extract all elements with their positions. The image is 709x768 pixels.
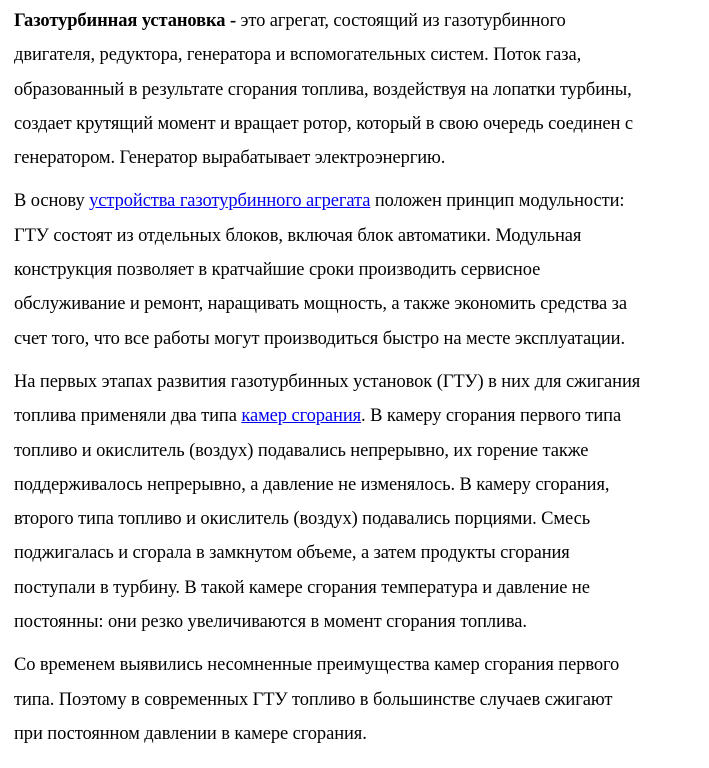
text-line: постоянны: они резко увеличиваются в момент сгорания топлива. bbox=[14, 612, 527, 633]
paragraph-definition bbox=[14, 4, 704, 175]
text-fragment: В основу bbox=[14, 191, 90, 212]
text-line: генератором. Генератор вырабатывает электроэнергию. bbox=[14, 148, 446, 169]
text-line: конструкция позволяет в кратчайшие сроки производить сервисное bbox=[14, 260, 541, 281]
paragraph-history bbox=[14, 365, 704, 639]
text-line bbox=[14, 184, 704, 218]
paragraph-conclusion bbox=[14, 648, 704, 751]
text-fragment: . В камеру сгорания первого типа bbox=[361, 406, 622, 427]
text-line: поджигалась и сгорала в замкнутом объеме, а затем продукты сгорания bbox=[14, 543, 570, 564]
text-line: при постоянном давлении в камере сгорания. bbox=[14, 723, 367, 744]
link-turbine-unit-design[interactable]: устройства газотурбинного агрегата bbox=[89, 191, 371, 212]
text-line: создает крутящий момент и вращает ротор, который в свою очередь соединен с bbox=[14, 113, 633, 134]
text-line: ГТУ состоят из отдельных блоков, включая блок автоматики. Модульная bbox=[14, 225, 582, 246]
text-line: Со временем выявились несомненные преимущества камер сгорания первого bbox=[14, 655, 620, 676]
text-line bbox=[14, 4, 704, 38]
text-fragment: это агрегат, состоящий из газотурбинного bbox=[236, 11, 566, 31]
text-line: поступали в турбину. В такой камере сгорания температура и давление не bbox=[14, 577, 590, 598]
text-line bbox=[14, 399, 704, 433]
article-body bbox=[14, 4, 704, 751]
text-line: типа. Поэтому в современных ГТУ топливо в большинстве случаев сжигают bbox=[14, 689, 613, 710]
text-line: поддерживалось непрерывно, а давление не изменялось. В камеру сгорания, bbox=[14, 474, 610, 495]
text-line: На первых этапах развития газотурбинных установок (ГТУ) в них для сжигания bbox=[14, 371, 641, 392]
paragraph-modularity bbox=[14, 184, 704, 355]
text-fragment: положен принцип модульности: bbox=[370, 191, 625, 212]
text-line: обслуживание и ремонт, наращивать мощность, а также экономить средства за bbox=[14, 294, 628, 315]
text-line: счет того, что все работы могут производиться быстро на месте эксплуатации. bbox=[14, 328, 625, 349]
text-line: образованный в результате сгорания топлива, воздействуя на лопатки турбины, bbox=[14, 79, 632, 100]
text-line: второго типа топливо и окислитель (воздух) подавались порциями. Смесь bbox=[14, 509, 591, 530]
text-line: двигателя, редуктора, генератора и вспомогательных систем. Поток газа, bbox=[14, 45, 582, 66]
term-bold: Газотурбинная установка - bbox=[14, 11, 237, 31]
text-fragment: топлива применяли два типа bbox=[14, 406, 242, 427]
link-combustion-chambers[interactable]: камер сгорания bbox=[241, 406, 362, 427]
text-line: топливо и окислитель (воздух) подавались непрерывно, их горение также bbox=[14, 440, 589, 461]
